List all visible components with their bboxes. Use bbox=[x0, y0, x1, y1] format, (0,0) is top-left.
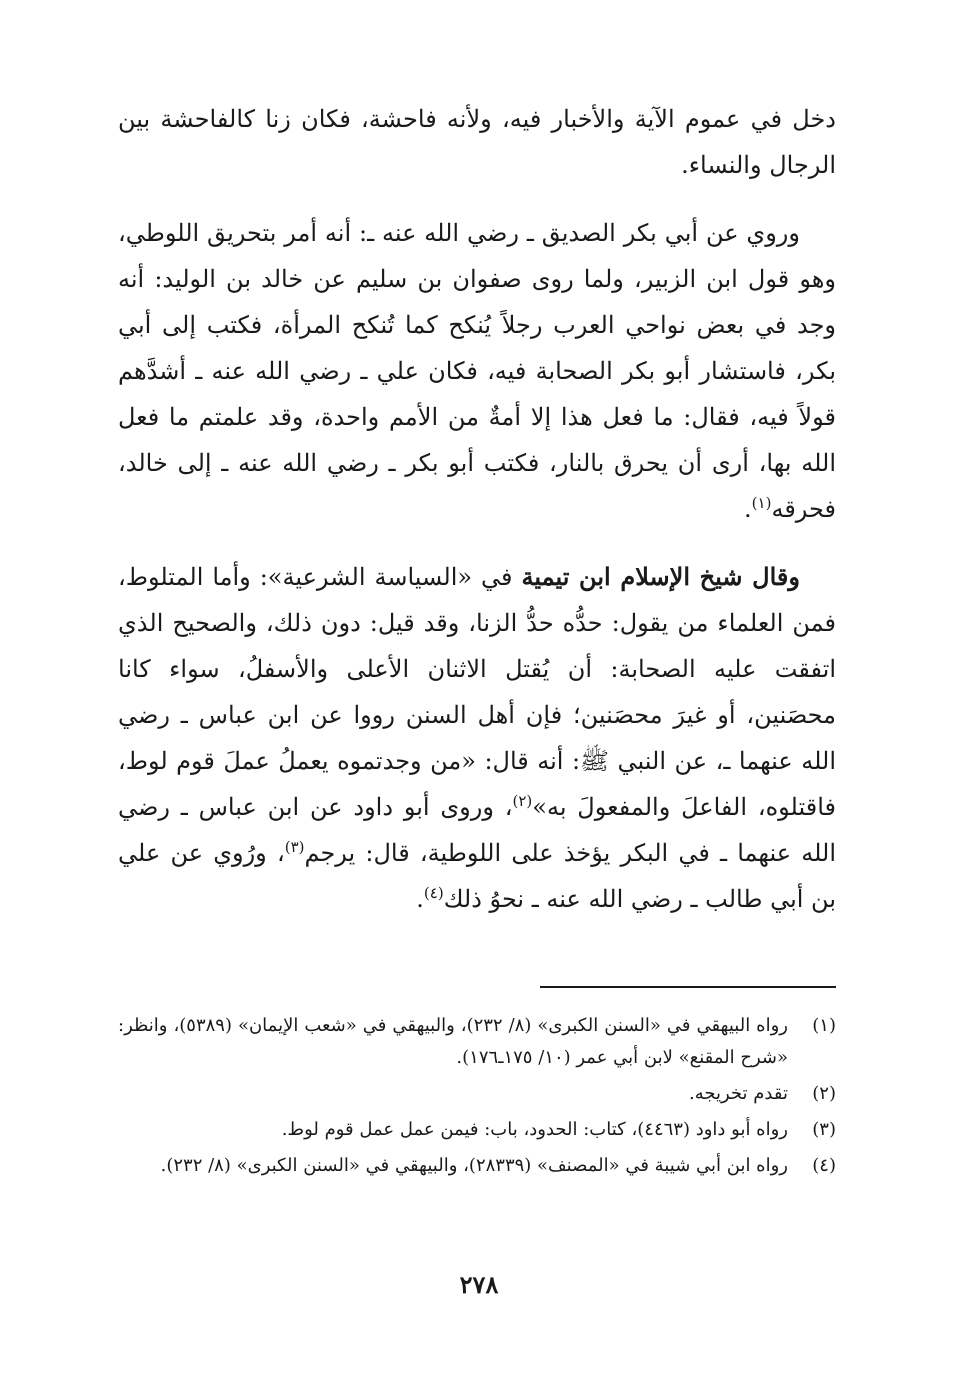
paragraph-3-end: . bbox=[416, 885, 424, 913]
footnote-3 bbox=[118, 1114, 836, 1146]
footnote-3-text: رواه أبو داود (٤٤٦٣)، كتاب: الحدود، باب: فيمن عمل عمل قوم لوط. bbox=[281, 1119, 788, 1140]
footnote-4 bbox=[118, 1150, 836, 1182]
footnote-4-number: (٤) bbox=[812, 1155, 836, 1176]
footnote-2 bbox=[118, 1078, 836, 1110]
page-number: ٢٧٨ bbox=[459, 1270, 499, 1299]
footnote-3-number: (٣) bbox=[812, 1119, 836, 1140]
paragraph-3-lead: وقال شيخ الإسلام ابن تيمية bbox=[521, 562, 800, 591]
footnote-ref-3: (٣) bbox=[284, 838, 305, 856]
footnote-1-number: (١) bbox=[812, 1015, 836, 1036]
paragraph-3-text-b: ، وروى أبو داود عن ابن عباس ـ رضي الله عنهما ـ في البكر يؤخذ على اللوطية، قال: يرجم bbox=[118, 793, 837, 867]
paragraph-1 bbox=[118, 96, 836, 188]
footnote-2-number: (٢) bbox=[812, 1083, 836, 1104]
footnote-1 bbox=[118, 1010, 836, 1074]
paragraph-2 bbox=[118, 210, 836, 532]
footnotes bbox=[118, 1010, 836, 1186]
paragraph-3-text-c: ، ورُوي عن علي بن أبي طالب ـ رضي الله عنه ـ نحوُ ذلك bbox=[118, 839, 836, 913]
footnote-ref-2: (٢) bbox=[512, 792, 533, 810]
paragraph-1-text: دخل في عموم الآية والأخبار فيه، ولأنه فاحشة، فكان زنا كالفاحشة بين الرجال والنساء. bbox=[118, 105, 836, 179]
footnote-2-text: تقدم تخريجه. bbox=[689, 1083, 788, 1104]
paragraph-3-text-a: في «السياسة الشرعية»: وأما المتلوط، فمن العلماء من يقول: حدُّه حدُّ الزنا، وقد قيل: دون ذلك، والصحيح الذي اتفقت عليه الصحابة: أن يُقتل الاثنان الأعلى والأسفلُ، سواء كانا محصَنين، أو غيرَ محصَنين؛ فإن أهل السنن رووا عن ابن عباس ـ رضي الله عنهما ـ، عن النبي ﷺ: أنه قال: «من وجدتموه يعملُ عملَ قوم لوط، فاقتلوه، الفاعلَ والمفعولَ به» bbox=[118, 563, 836, 821]
footnote-ref-1: (١) bbox=[751, 494, 772, 512]
footnote-separator bbox=[540, 986, 836, 988]
main-text bbox=[118, 96, 836, 944]
paragraph-2-text: وروي عن أبي بكر الصديق ـ رضي الله عنه ـ: أنه أمر بتحريق اللوطي، وهو قول ابن الزبير، ولما روى صفوان بن سليم عن خالد بن الوليد: أنه وجد في بعض نواحي العرب رجلاً يُنكح كما تُنكح المرأة، فكتب إلى أبي بكر، فاستشار أبو بكر الصحابة فيه، فكان علي ـ رضي الله عنه ـ أشدَّهم قولاً فيه، فقال: ما فعل هذا إلا أمةٌ من الأمم واحدة، وقد علمتم ما فعل الله بها، أرى أن يحرق بالنار، فكتب أبو بكر ـ رضي الله عنه ـ إلى خالد، فحرقه bbox=[118, 219, 836, 523]
footnote-4-text: رواه ابن أبي شيبة في «المصنف» (٢٨٣٣٩)، والبيهقي في «السنن الكبرى» (٨/ ٢٣٢). bbox=[160, 1155, 788, 1176]
footnote-ref-4: (٤) bbox=[423, 884, 444, 902]
footnote-1-text: رواه البيهقي في «السنن الكبرى» (٨/ ٢٣٢)، والبيهقي في «شعب الإيمان» (٥٣٨٩)، وانظر: «شرح المقنع» لابن أبي عمر (١٠/ ١٧٥ـ١٧٦). bbox=[118, 1015, 788, 1068]
paragraph-2-end: . bbox=[744, 495, 752, 523]
paragraph-3 bbox=[118, 554, 836, 922]
